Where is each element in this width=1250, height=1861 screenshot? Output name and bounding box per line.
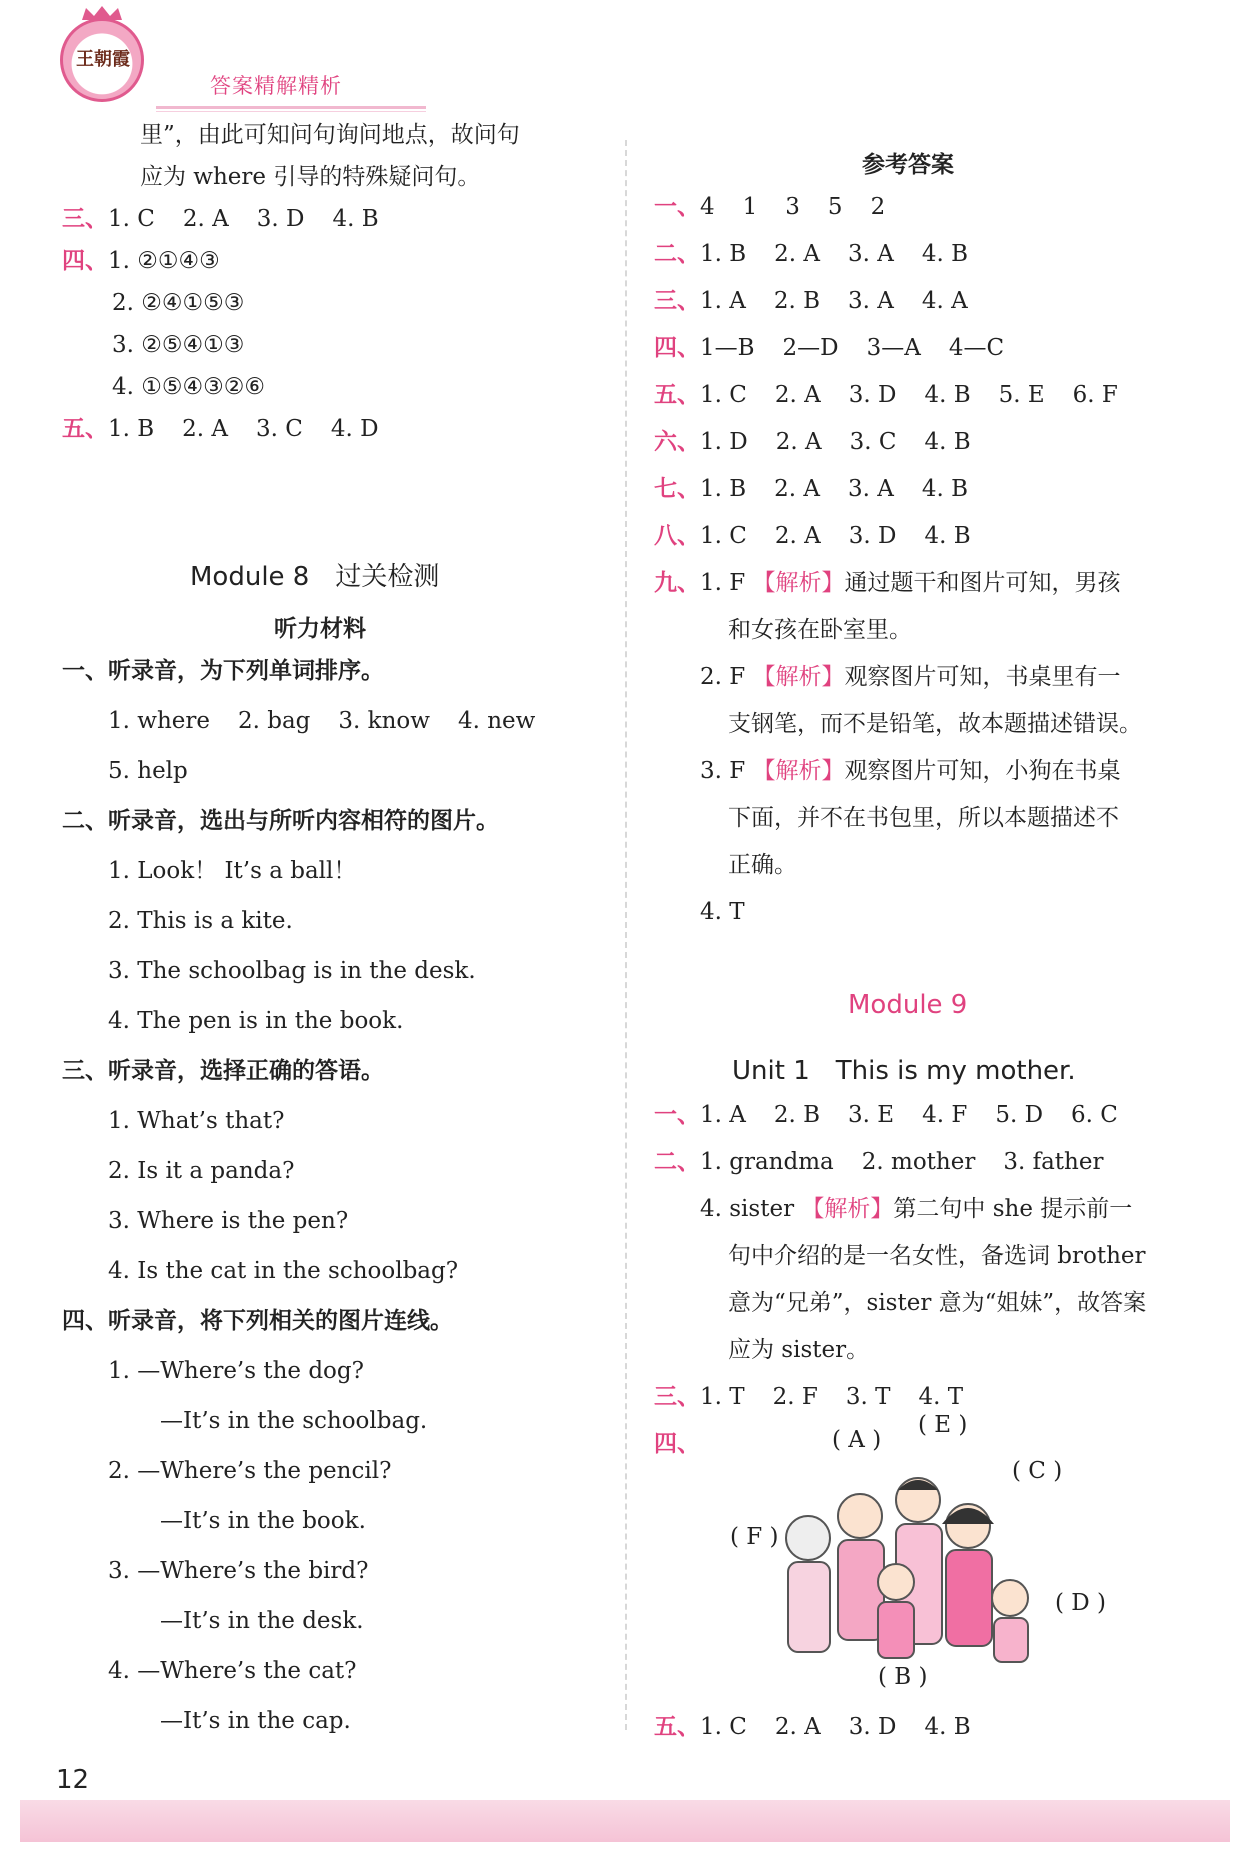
answer-line: 4. ①⑤④③②⑥	[112, 374, 265, 400]
picture-label-f: ( F )	[730, 1524, 779, 1550]
answer: 6. C	[1071, 1102, 1118, 1128]
answer-list	[700, 1102, 1118, 1128]
section-heading: 三、听录音，选择正确的答语。	[62, 1058, 384, 1084]
answer: 4. A	[921, 288, 968, 314]
answer: 6. F	[1072, 382, 1118, 408]
answer: 3. C	[849, 429, 897, 455]
answer: 4—C	[948, 335, 1005, 361]
row-label: 四、	[654, 335, 700, 361]
answer: 1. F	[700, 570, 746, 596]
answer: 5. D	[995, 1102, 1044, 1128]
unit-answer-row-5	[654, 1712, 971, 1742]
answer: 4. B	[924, 429, 971, 455]
explanation-text: 观察图片可知，书桌里有一	[844, 664, 1121, 690]
listening-title: 听力材料	[274, 616, 366, 642]
word: 2. bag	[237, 708, 311, 734]
dialogue-line: 3. —Where’s the bird?	[108, 1558, 369, 1584]
listening-item: 3. Where is the pen?	[108, 1208, 349, 1234]
picture-label-e: ( E )	[918, 1412, 968, 1438]
explanation-text: 意为“兄弟”，sister 意为“姐妹”，故答案	[728, 1290, 1147, 1316]
analysis-tag: 【解析】	[752, 570, 845, 596]
answer: 1. ②①④③	[108, 248, 220, 274]
answer: 2. A	[182, 206, 229, 232]
answer: 3. D	[848, 382, 897, 408]
answer: 5. E	[998, 382, 1045, 408]
explanation-text: 通过题干和图片可知，男孩	[844, 570, 1121, 596]
explanation-text: 应为 sister。	[728, 1337, 870, 1363]
answer-list	[108, 206, 379, 232]
dialogue-line: —It’s in the desk.	[160, 1608, 364, 1634]
answer-line: 2. ②④①⑤③	[112, 290, 245, 316]
answer: 4. T	[700, 899, 745, 925]
answer-list	[700, 288, 968, 314]
logo-text: 王朝霞	[76, 49, 130, 70]
answer: 3. A	[848, 288, 894, 314]
answer: 1. grandma	[700, 1149, 834, 1175]
answer-list	[700, 1384, 963, 1410]
answer: 3. C	[256, 416, 303, 442]
listening-item: 4. Is the cat in the schoolbag?	[108, 1258, 459, 1284]
dialogue-line: 1. —Where’s the dog?	[108, 1358, 364, 1384]
word: 3. know	[338, 708, 430, 734]
answer: 2. F	[772, 1384, 818, 1410]
listening-item: 4. The pen is in the book.	[108, 1008, 404, 1034]
unit-explanation	[700, 1194, 1132, 1224]
unit-answer-row-2	[654, 1147, 1103, 1177]
answer: 4. B	[921, 476, 969, 502]
analysis-tag: 【解析】	[752, 664, 845, 690]
family-illustration	[770, 1430, 1040, 1670]
row-label: 四、	[62, 248, 108, 274]
unit-answer-row-4	[654, 1429, 700, 1459]
answer-row-8	[654, 521, 971, 551]
row-label: 三、	[654, 288, 700, 314]
answer: 4. B	[924, 1714, 971, 1740]
answer: 1. C	[108, 206, 155, 232]
row-label: 五、	[654, 1714, 700, 1740]
row-label: 四、	[654, 1431, 700, 1457]
module-8-title: Module 8 过关检测	[190, 562, 440, 592]
answer: 3. T	[845, 1384, 891, 1410]
column-divider	[625, 140, 627, 1730]
grandma-figure	[786, 1516, 830, 1652]
answer: 3	[785, 194, 800, 220]
answer-list	[700, 1149, 1103, 1175]
answer: 2. A	[774, 476, 821, 502]
answer-row-6	[654, 427, 971, 457]
header-divider-thin	[156, 111, 426, 112]
answer: 1. A	[700, 1102, 746, 1128]
answer: 3. A	[848, 476, 894, 502]
answer: 1. C	[700, 382, 747, 408]
answer: 2. B	[773, 288, 821, 314]
explanation-text: 下面，并不在书包里，所以本题描述不	[728, 805, 1119, 831]
answer: 3. D	[848, 1714, 897, 1740]
answer: 3. D	[848, 523, 897, 549]
dialogue-line: —It’s in the book.	[160, 1508, 366, 1534]
answer-row-7	[654, 474, 968, 504]
unit-answer-row-1	[654, 1100, 1118, 1130]
listening-item: 1. Look！ It’s a ball！	[108, 858, 357, 884]
brand-logo	[60, 18, 144, 102]
row-label: 二、	[654, 1149, 700, 1175]
explanation-text: 观察图片可知，小狗在书桌	[844, 758, 1121, 784]
answer-row-1	[654, 192, 885, 222]
answer-row-4	[654, 333, 1004, 363]
answer: 3. F	[700, 758, 746, 784]
mother-figure	[942, 1504, 994, 1646]
answer: 2. A	[775, 429, 822, 455]
dialogue-line: 4. —Where’s the cat?	[108, 1658, 357, 1684]
answer: 4. F	[922, 1102, 968, 1128]
section-heading: 二、听录音，选出与所听内容相符的图片。	[62, 808, 499, 834]
answer: 4. B	[924, 523, 971, 549]
answer: 3—A	[866, 335, 921, 361]
answer-list	[108, 416, 379, 442]
answer: 1. B	[700, 241, 747, 267]
answer: 2. A	[182, 416, 229, 442]
answer: 2. A	[774, 241, 821, 267]
listening-item: 1. What’s that?	[108, 1108, 285, 1134]
answer-row-3	[62, 204, 379, 234]
answer: 1. T	[700, 1384, 745, 1410]
word: 4. new	[457, 708, 536, 734]
answer: 4. D	[330, 416, 379, 442]
answer-list	[700, 1714, 971, 1740]
answer: 1. C	[700, 523, 747, 549]
row-label: 一、	[654, 194, 700, 220]
row-label: 三、	[62, 206, 108, 232]
unit-title: Unit 1 This is my mother.	[732, 1056, 1076, 1086]
answer-row-2	[654, 239, 968, 269]
explanation-text: 正确。	[728, 852, 797, 878]
explanation-2	[700, 662, 1121, 692]
answer-row-4	[62, 246, 220, 276]
picture-label-a: ( A )	[832, 1427, 882, 1453]
answer: 4. sister	[700, 1196, 795, 1222]
answer-list	[700, 476, 968, 502]
answer: 4. B	[332, 206, 379, 232]
answer: 2. A	[774, 382, 821, 408]
answer: 2	[870, 194, 886, 220]
answer: 1. A	[700, 288, 746, 314]
answer: 3. E	[848, 1102, 895, 1128]
section-heading: 一、听录音，为下列单词排序。	[62, 658, 384, 684]
answer: 2—D	[782, 335, 839, 361]
answer: 1. B	[700, 476, 747, 502]
explanation-text: 句中介绍的是一名女性，备选词 brother	[728, 1243, 1146, 1269]
answer: 4. B	[924, 382, 971, 408]
answer: 1. B	[108, 416, 155, 442]
answer: 3. D	[256, 206, 305, 232]
dialogue-line: —It’s in the cap.	[160, 1708, 351, 1734]
analysis-tag: 【解析】	[801, 1196, 894, 1222]
word-list	[108, 706, 535, 736]
row-label: 五、	[654, 382, 700, 408]
answer: 4. B	[921, 241, 969, 267]
answer-list	[700, 382, 1118, 408]
answer: 4. T	[918, 1384, 964, 1410]
answer: 1—B	[700, 335, 755, 361]
answer: 1. D	[700, 429, 748, 455]
header-title: 答案精解精析	[210, 74, 342, 98]
girl-figure	[878, 1564, 914, 1658]
boy-figure	[992, 1580, 1028, 1662]
picture-label-b: ( B )	[878, 1664, 928, 1690]
row-label: 六、	[654, 429, 700, 455]
answer-row-5	[62, 414, 379, 444]
header-divider	[156, 106, 426, 109]
row-label: 八、	[654, 523, 700, 549]
answer: 5	[827, 194, 843, 220]
explanation-text: 和女孩在卧室里。	[728, 617, 912, 643]
explanation-text: 支钢笔，而不是铅笔，故本题描述错误。	[728, 711, 1142, 737]
picture-label-c: ( C )	[1012, 1458, 1063, 1484]
answer: 2. B	[773, 1102, 821, 1128]
explanation-text: 第二句中 she 提示前一	[893, 1196, 1133, 1222]
row-label: 七、	[654, 476, 700, 502]
answer: 2. F	[700, 664, 746, 690]
page-header	[60, 18, 380, 118]
answer-row-5	[654, 380, 1118, 410]
page-number: 12	[56, 1765, 90, 1795]
answer-list	[700, 335, 1004, 361]
answer: 2. mother	[861, 1149, 976, 1175]
answer-line: 3. ②⑤④①③	[112, 332, 245, 358]
continued-text-2: 应为 where 引导的特殊疑问句。	[140, 164, 481, 190]
answer-list	[700, 523, 971, 549]
picture-label-d: ( D )	[1055, 1590, 1107, 1616]
answer: 1. C	[700, 1714, 747, 1740]
analysis-tag: 【解析】	[752, 758, 845, 784]
answer: 2. A	[774, 1714, 821, 1740]
answer: 3. A	[848, 241, 894, 267]
answer: 1	[742, 194, 758, 220]
module-9-title: Module 9	[848, 990, 968, 1020]
section-heading: 四、听录音，将下列相关的图片连线。	[62, 1308, 453, 1334]
answer-list	[700, 429, 971, 455]
row-label: 二、	[654, 241, 700, 267]
row-label: 九、	[654, 570, 700, 596]
listening-item: 2. This is a kite.	[108, 908, 293, 934]
explanation-1	[654, 568, 1121, 598]
row-label: 五、	[62, 416, 108, 442]
row-label: 一、	[654, 1102, 700, 1128]
dialogue-line: 2. —Where’s the pencil?	[108, 1458, 392, 1484]
answer: 3. father	[1003, 1149, 1104, 1175]
answer-row-3	[654, 286, 968, 316]
word: 1. where	[108, 708, 210, 734]
footer-band	[20, 1800, 1230, 1842]
listening-item: 3. The schoolbag is in the desk.	[108, 958, 476, 984]
word: 5. help	[108, 758, 188, 784]
explanation-3	[700, 756, 1121, 786]
continued-text-1: 里”，由此可知问句询问地点，故问句	[140, 122, 520, 148]
answers-title: 参考答案	[862, 152, 954, 178]
dialogue-line: —It’s in the schoolbag.	[160, 1408, 428, 1434]
unit-answer-row-3	[654, 1382, 963, 1412]
answer-list	[700, 241, 968, 267]
answer: 4	[700, 194, 715, 220]
answer-list	[700, 194, 885, 220]
listening-item: 2. Is it a panda?	[108, 1158, 295, 1184]
row-label: 三、	[654, 1384, 700, 1410]
answer: 2. A	[774, 523, 821, 549]
